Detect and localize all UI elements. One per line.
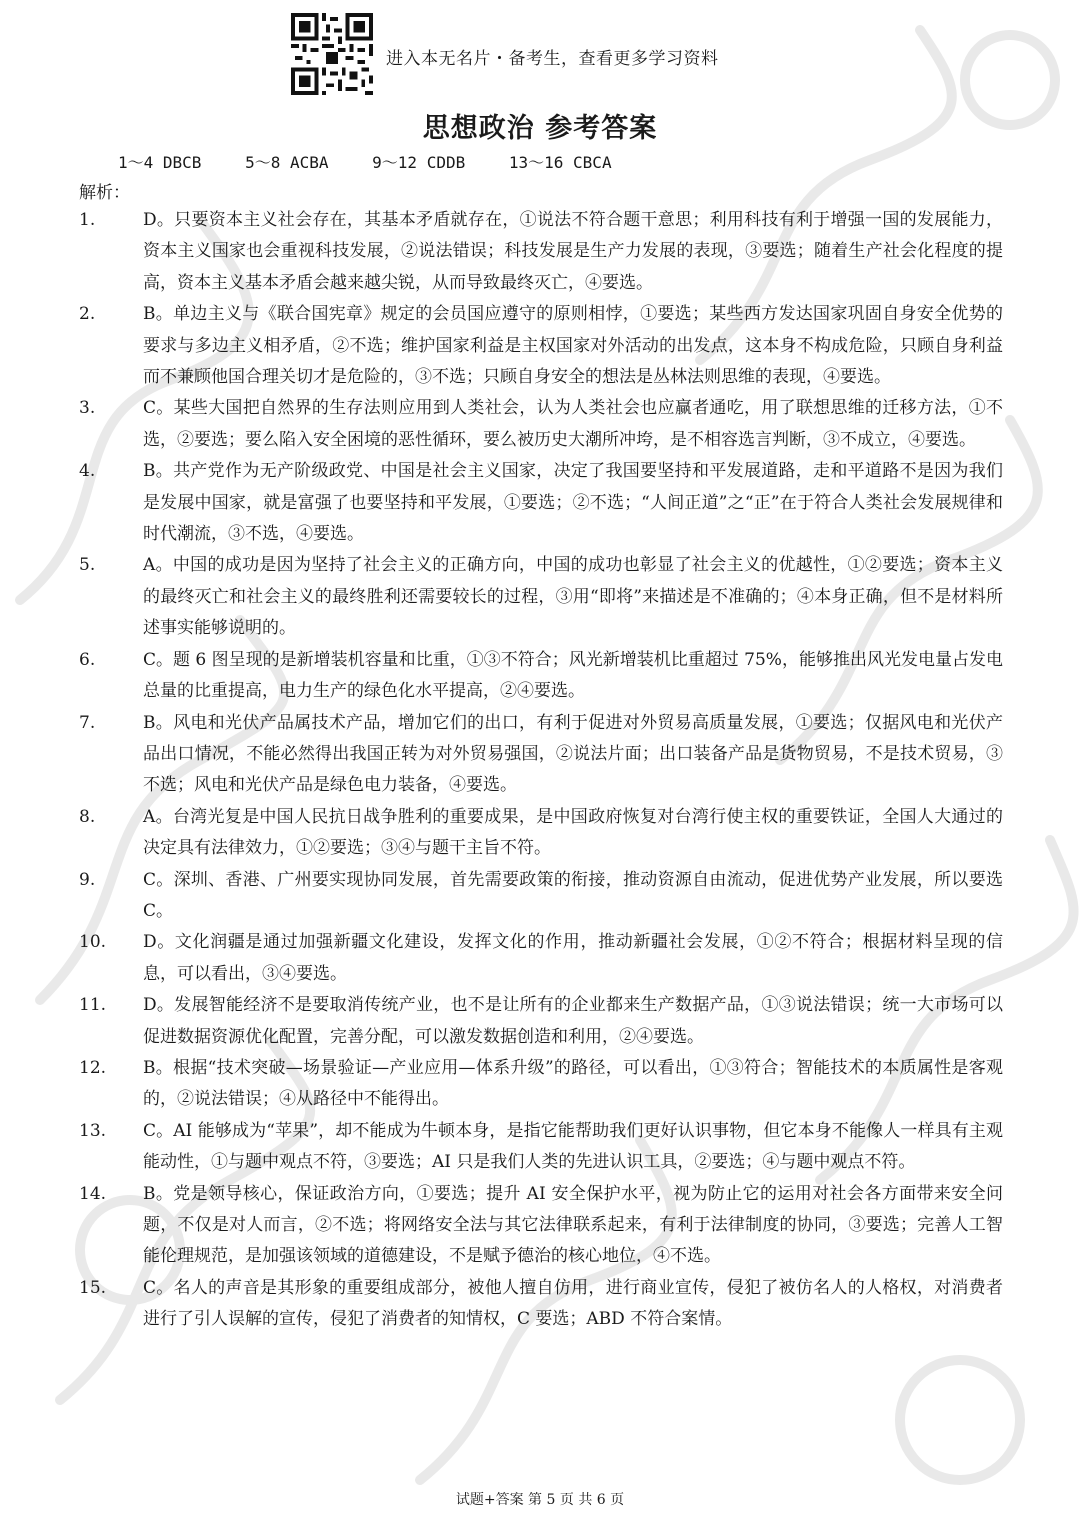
item-text: C。名人的声音是其形象的重要组成部分，被他人擅自仿用，进行商业宣传，侵犯了被仿名人的人格权，对消费者进行了引人误解的宣传，侵犯了消费者的知情权，C 要选；ABD 不符合案情。: [143, 1277, 1003, 1330]
item-text: B。党是领导核心，保证政治方向，①要选；提升 AI 安全保护水平，视为防止它的运用对社会各方面带来安全问题，不仅是对人而言，②不选；将网络安全法与其它法律联系起来，有利于法律制度的协同，③要选；完善人工智能伦理规范，是加强该领域的道德建设，不是赋予德治的核心地位，④不选。: [143, 1183, 1003, 1267]
item-number: 6.: [79, 649, 96, 670]
item-number: 8.: [79, 806, 96, 827]
explanation-item: [79, 927, 1003, 990]
item-number: 1.: [79, 210, 96, 230]
item-number: 12.: [79, 1057, 107, 1078]
explanation-item: [79, 1053, 1003, 1116]
item-number: 15.: [79, 1277, 107, 1298]
item-text: B。风电和光伏产品属技术产品，增加它们的出口，有利于促进对外贸易高质量发展，①要选；仅据风电和光伏产品出口情况，不能必然得出我国正转为对外贸易强国，②说法片面；出口装备产品是货物贸易，不是技术贸易，③不选；风电和光伏产品是绿色电力装备，④要选。: [143, 712, 1003, 796]
item-text: D。发展智能经济不是要取消传统产业，也不是让所有的企业都来生产数据产品，①③说法错误；统一大市场可以促进数据资源优化配置，完善分配，可以激发数据创造和利用，②④要选。: [143, 995, 1003, 1047]
item-text: C。题 6 图呈现的是新增装机容量和比重，①③不符合；风光新增装机比重超过 75%，能够推出风光发电量占发电总量的比重提高，电力生产的绿色化水平提高，②④要选。: [143, 649, 1003, 702]
item-text: D。文化润疆是通过加强新疆文化建设，发挥文化的作用，推动新疆社会发展，①②不符合；根据材料呈现的信息，可以看出，③④要选。: [143, 932, 1003, 984]
item-number: 2.: [79, 304, 96, 325]
answer-key-group: 9～12 CDDB: [372, 153, 466, 172]
explanation-item: [79, 393, 1003, 456]
item-number: 10.: [79, 932, 107, 953]
answer-key: [118, 150, 646, 173]
item-text: C。某些大国把自然界的生存法则应用到人类社会，认为人类社会也应赢者通吃，用了联想思维的迁移方法，①不选，②要选；要么陷入安全困境的恶性循环，要么被历史大潮所冲垮，是不相容选言判断，③不成立，④要选。: [143, 398, 1003, 450]
item-text: B。共产党作为无产阶级政党、中国是社会主义国家，决定了我国要坚持和平发展道路，走和平道路不是因为我们是发展中国家，就是富强了也要坚持和平发展，①要选；②不选；“人间正道”之“正”在于符合人类社会发展规律和时代潮流，③不选，④要选。: [143, 461, 1003, 545]
item-number: 14.: [79, 1183, 107, 1204]
item-text: C。深圳、香港、广州要实现协同发展，首先需要政策的衔接，推动资源自由流动，促进优势产业发展，所以要选 C。: [143, 869, 1003, 921]
answer-key-group: 1～4 DBCB: [118, 153, 202, 172]
answer-key-group: 13～16 CBCA: [508, 153, 612, 172]
explanation-item: [79, 865, 1003, 928]
explanation-list: [79, 205, 1003, 1336]
item-number: 3.: [79, 398, 96, 419]
item-number: 13.: [79, 1120, 107, 1141]
item-number: 11.: [79, 995, 107, 1016]
explanation-item: [79, 299, 1003, 393]
page-footer: 试题+答案 第 5 页 共 6 页: [455, 1492, 625, 1508]
explanation-item: [79, 1179, 1003, 1273]
qr-caption: 进入本无名片・备考生，查看更多学习资料: [386, 49, 719, 69]
explanation-item: [79, 1116, 1003, 1179]
qr-code[interactable]: [291, 13, 373, 95]
item-text: D。只要资本主义社会存在，其基本矛盾就存在，①说法不符合题干意思；利用科技有利于增强一国的发展能力，资本主义国家也会重视科技发展，②说法错误；科技发展是生产力发展的表现，③要选；随着生产社会化程度的提高，资本主义基本矛盾会越来越尖锐，从而导致最终灭亡，④要选。: [143, 210, 1003, 293]
item-number: 7.: [79, 712, 96, 733]
item-number: 4.: [79, 461, 96, 482]
item-text: B。单边主义与《联合国宪章》规定的会员国应遵守的原则相悖，①要选；某些西方发达国家巩固自身安全优势的要求与多边主义相矛盾，②不选；维护国家利益是主权国家对外活动的出发点，这本身不构成危险，只顾自身利益而不兼顾他国合理关切才是危险的，③不选；只顾自身安全的想法是丛林法则思维的表现，④要选。: [143, 304, 1003, 388]
explanation-item: [79, 990, 1003, 1053]
answer-key-group: 5～8 ACBA: [245, 153, 329, 172]
item-text: C。AI 能够成为“苹果”，却不能成为牛顿本身，是指它能帮助我们更好认识事物，但它本身不能像人一样具有主观能动性，①与题中观点不符，③要选；AI 只是我们人类的先进认识工具，②要选；④与题中观点不符。: [143, 1120, 1003, 1173]
item-text: B。根据“技术突破—场景验证—产业应用—体系升级”的路径，可以看出，①③符合；智能技术的本质属性是客观的，②说法错误；④从路径中不能得出。: [143, 1057, 1003, 1110]
analysis-label: 解析：: [79, 183, 130, 203]
item-number: 9.: [79, 869, 96, 890]
explanation-item: [79, 802, 1003, 865]
explanation-item: [79, 550, 1003, 644]
explanation-item: [79, 708, 1003, 802]
item-number: 5.: [79, 555, 96, 576]
explanation-item: [79, 1273, 1003, 1336]
page-title: 思想政治 参考答案: [422, 113, 658, 144]
explanation-item: [79, 456, 1003, 550]
explanation-item: [79, 645, 1003, 708]
item-text: A。台湾光复是中国人民抗日战争胜利的重要成果，是中国政府恢复对台湾行使主权的重要铁证，全国人大通过的决定具有法律效力，①②要选；③④与题干主旨不符。: [143, 806, 1003, 859]
item-text: A。中国的成功是因为坚持了社会主义的正确方向，中国的成功也彰显了社会主义的优越性，①②要选；资本主义的最终灭亡和社会主义的最终胜利还需要较长的过程，③用“即将”来描述是不准确的；④本身正确，但不是材料所述事实能够说明的。: [143, 555, 1003, 639]
explanation-item: [79, 205, 1003, 299]
